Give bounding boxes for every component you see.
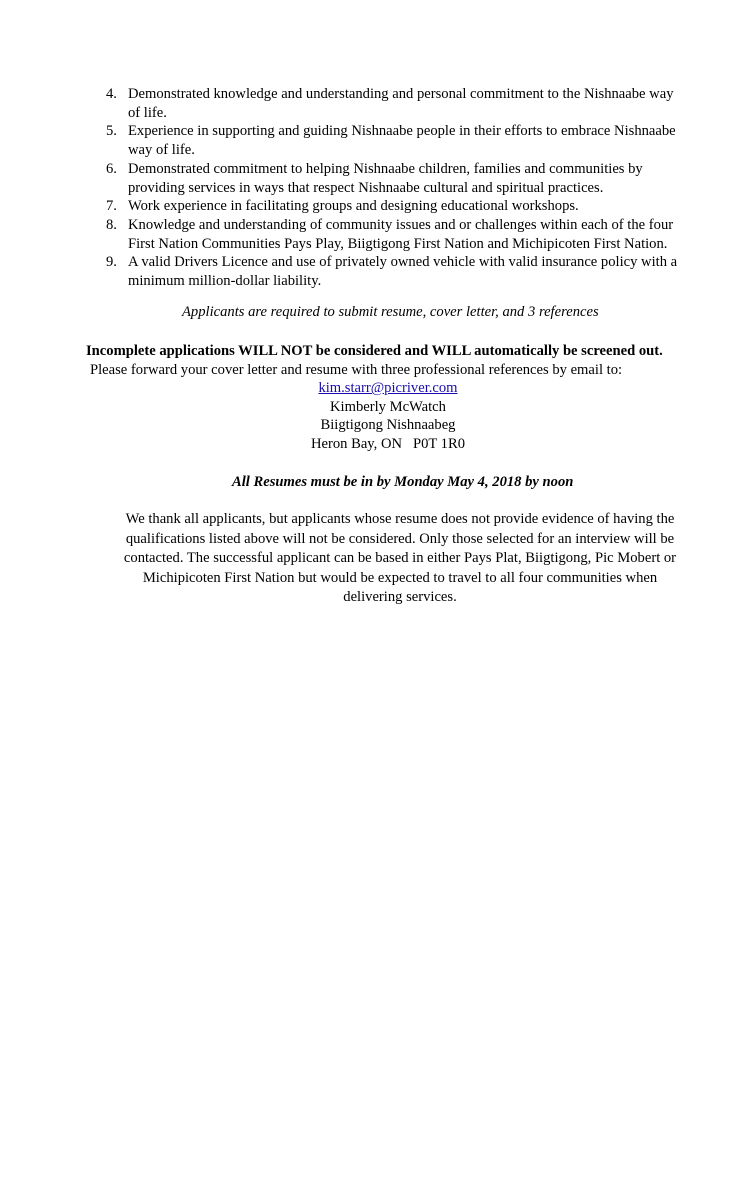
- list-item-number: 5.: [106, 123, 117, 140]
- list-item: [106, 122, 686, 159]
- closing-paragraph: We thank all applicants, but applicants whose resume does not provide evidence of having the qualifications listed above will not be considered. Only those selected for an interview will be contacted. The successful applicant can be based in either Pays Plat, Biigtigong, Pic Mobert or Michipicoten First Nation but would be expected to travel to all four communities when delivering services.: [123, 511, 677, 605]
- incomplete-applications-warning: Incomplete applications WILL NOT be considered and WILL automatically be screened out.: [86, 343, 663, 359]
- list-item-text: A valid Drivers Licence and use of privately owned vehicle with valid insurance policy with a minimum million-dollar liability.: [128, 254, 678, 290]
- list-item-number: 8.: [106, 216, 117, 233]
- contact-name: Kimberly McWatch: [330, 398, 446, 415]
- forward-instruction: Please forward your cover letter and resume with three professional references by email to:: [90, 362, 623, 378]
- contact-address: Heron Bay, ON P0T 1R0: [310, 436, 466, 453]
- list-item-text: Knowledge and understanding of community issues and or challenges within each of the four First Nation Communities Pays Play, Biigtigong First Nation and Michipicoten First Nation.: [128, 216, 674, 252]
- contact-block: [0, 379, 729, 454]
- list-item-text: Experience in supporting and guiding Nishnaabe people in their efforts to embrace Nishnaabe way of life.: [128, 123, 676, 159]
- list-item: [106, 253, 686, 290]
- list-item-number: 6.: [106, 160, 117, 177]
- list-item-number: 4.: [106, 86, 117, 102]
- deadline-notice: All Resumes must be in by Monday May 4, 2018 by noon: [232, 474, 574, 490]
- list-item: [106, 216, 686, 253]
- list-item-text: Demonstrated knowledge and understanding and personal commitment to the Nishnaabe way of life.: [128, 86, 674, 121]
- email-link[interactable]: kim.starr@picriver.com: [318, 380, 458, 396]
- qualifications-list: [106, 85, 686, 291]
- contact-organization: Biigtigong Nishnaabeg: [320, 417, 456, 434]
- list-item: [106, 197, 686, 216]
- requirements-note: Applicants are required to submit resume, cover letter, and 3 references: [182, 304, 599, 320]
- list-item-text: Demonstrated commitment to helping Nishnaabe children, families and communities by providing services in ways that respect Nishnaabe cultural and spiritual practices.: [128, 160, 643, 196]
- list-item-text: Work experience in facilitating groups and designing educational workshops.: [128, 198, 579, 215]
- list-item: [106, 160, 686, 197]
- list-item-number: 7.: [106, 198, 117, 215]
- list-item: [106, 85, 686, 122]
- list-item-number: 9.: [106, 254, 117, 271]
